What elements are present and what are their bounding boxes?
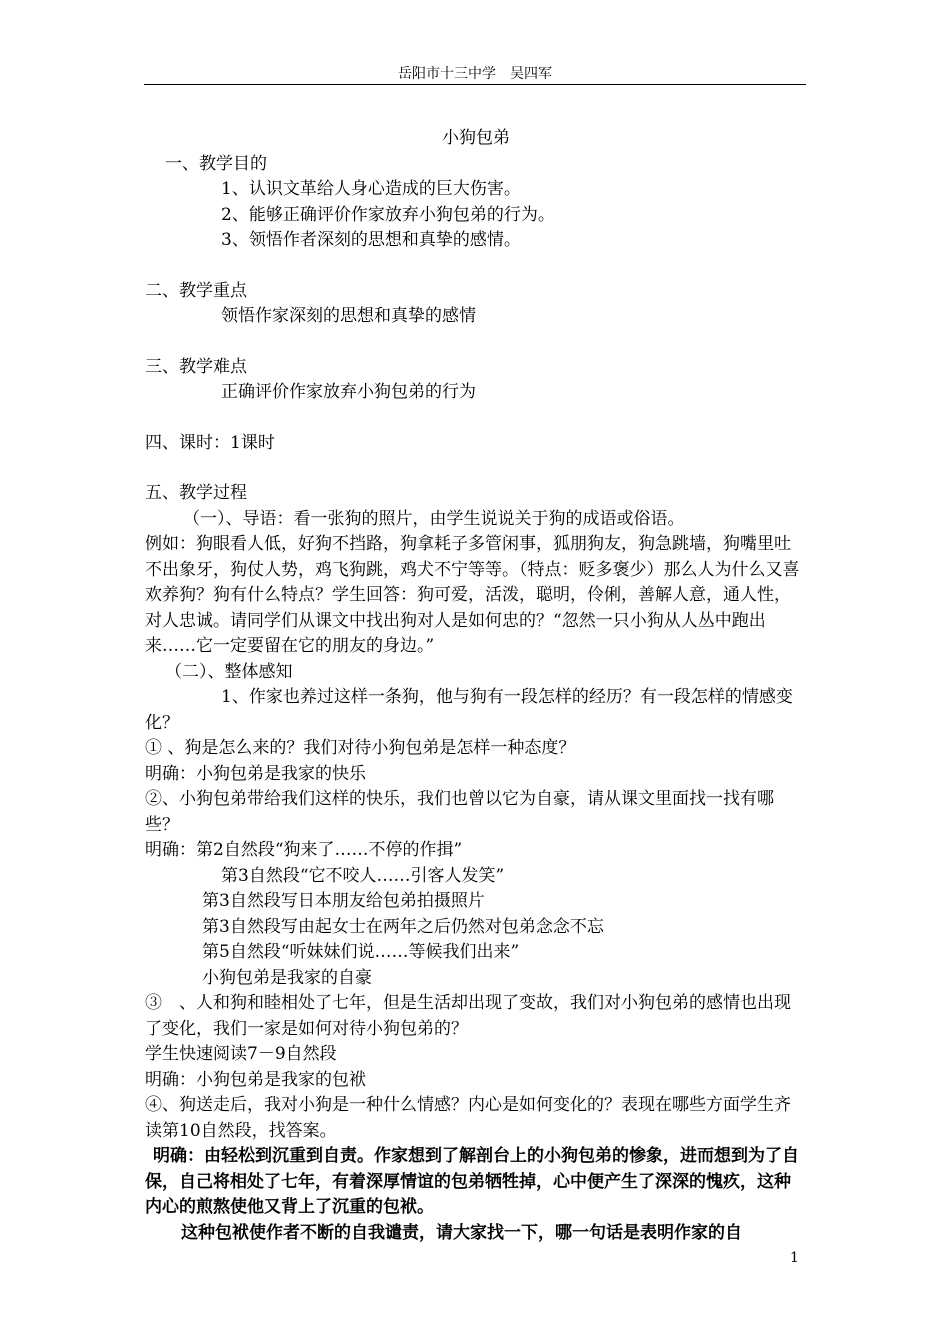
answer-2-item: 第3自然段写日本朋友给包弟拍摄照片	[202, 891, 485, 911]
section-heading-process: 五、教学过程	[145, 483, 247, 503]
follow-up-question-bold: 这种包袱使作者不断的自我谴责，请大家找一下，哪一句话是表明作家的自	[181, 1222, 742, 1243]
header-divider	[144, 84, 806, 85]
section-heading-objectives: 一、教学目的	[165, 153, 267, 174]
answer-3: 明确：小狗包弟是我家的包袱	[145, 1069, 366, 1090]
page-header: 岳阳市十三中学 吴四军	[398, 66, 552, 82]
question-1: 1、作家也养过这样一条狗，他与狗有一段怎样的经历？有一段怎样的情感变化？	[145, 687, 793, 733]
document-title: 小狗包弟	[442, 128, 510, 148]
process-overall-heading: （二）、整体感知	[165, 661, 293, 682]
objective-item-3: 3、领悟作者深刻的思想和真挚的感情。	[221, 230, 521, 250]
page-number: 1	[790, 1250, 799, 1266]
sub-question-3: ③ 、人和狗和睦相处了七年，但是生活却出现了变故，我们对小狗包弟的感情也出现了变化，我们一家是如何对待小狗包弟的？	[145, 993, 791, 1039]
section-heading-key-points: 二、教学重点	[145, 280, 247, 301]
answer-2-item: 第5自然段“听妹妹们说……等候我们出来”	[202, 942, 520, 962]
sub-question-1: ① 、狗是怎么来的？我们对待小狗包弟是怎样一种态度？	[145, 738, 576, 758]
objective-item-1: 1、认识文革给人身心造成的巨大伤害。	[221, 179, 521, 199]
sub-question-4: ④、狗送走后，我对小狗是一种什么情感？内心是如何变化的？表现在哪些方面学生齐读第10自然段，找答案。	[145, 1095, 791, 1141]
document-body	[145, 126, 807, 1246]
section-heading-class-hours: 四、课时：1课时	[145, 432, 275, 453]
difficulty-text: 正确评价作家放弃小狗包弟的行为	[221, 382, 476, 402]
answer-2: 明确：第2自然段“狗来了……不停的作揖”	[145, 840, 463, 860]
sub-question-2: ②、小狗包弟带给我们这样的快乐，我们也曾以它为自豪，请从课文里面找一找有哪些？	[145, 789, 774, 835]
objective-item-2: 2、能够正确评价作家放弃小狗包弟的行为。	[221, 204, 555, 225]
key-point-text: 领悟作家深刻的思想和真挚的感情	[221, 306, 476, 326]
process-intro-paragraph: 例如：狗眼看人低，好狗不挡路，狗拿耗子多管闲事，狐朋狗友，狗急跳墙，狗嘴里吐不出象牙，狗仗人势，鸡飞狗跳，鸡犬不宁等等。（特点：贬多褒少）那么人为什么又喜欢养狗？狗有什么特点？学生回答：狗可爱，活泼，聪明，伶俐，善解人意，通人性，对人忠诚。请同学们从课文中找出狗对人是如何忠的？“忽然一只小狗从人丛中跑出来……它一定要留在它的朋友的身边。”	[145, 534, 800, 656]
reading-instruction: 学生快速阅读7－9自然段	[145, 1044, 337, 1064]
answer-2-summary: 小狗包弟是我家的自豪	[202, 967, 372, 988]
process-intro: （一）、导语：看一张狗的照片，由学生说说关于狗的成语或俗语。	[183, 508, 685, 529]
section-heading-difficulties: 三、教学难点	[145, 356, 247, 377]
answer-1: 明确：小狗包弟是我家的快乐	[145, 763, 366, 784]
answer-4-bold: 明确：由轻松到沉重到自责。作家想到了解剖台上的小狗包弟的惨象，进而想到为了自保，自己将相处了七年，有着深厚情谊的包弟牺牲掉，心中便产生了深深的愧疚，这种内心的煎熬使他又背上了沉重的包袱。	[145, 1146, 799, 1217]
answer-2-item: 第3自然段“它不咬人……引客人发笑”	[221, 865, 505, 886]
answer-2-item: 第3自然段写由起女士在两年之后仍然对包弟念念不忘	[202, 916, 604, 937]
